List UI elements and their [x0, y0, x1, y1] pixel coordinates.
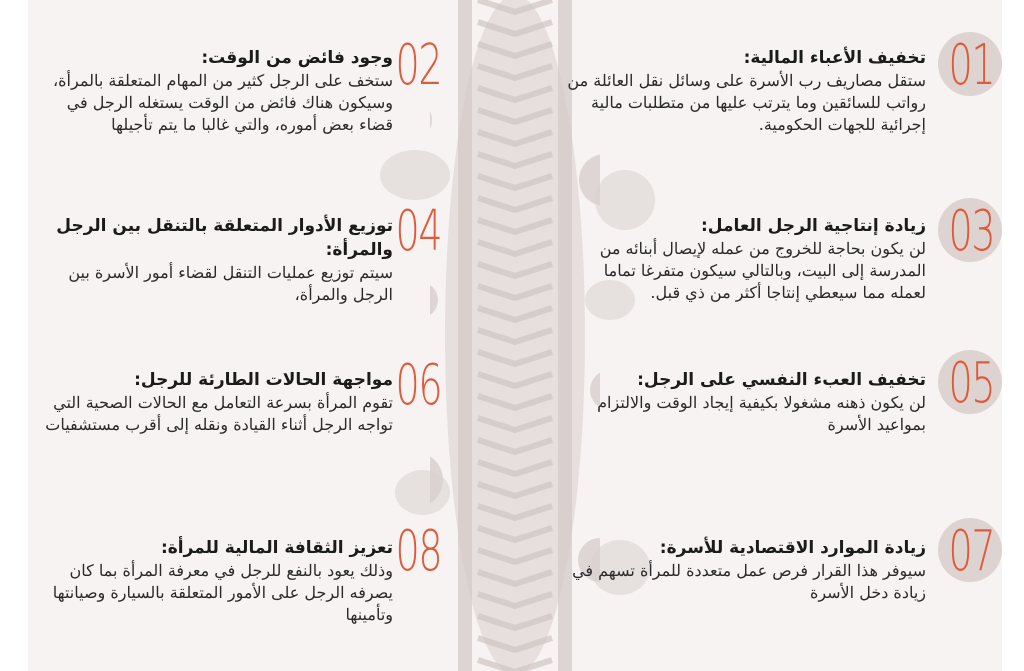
item-number: 01	[948, 33, 994, 98]
item-05	[562, 350, 1002, 460]
item-03	[562, 198, 1002, 323]
paint-splatter	[380, 150, 450, 200]
item-01	[562, 32, 1002, 157]
item-body: سيتم توزيع عمليات التنقل لقضاء أمور الأسرة بين الرجل والمرأة،	[68, 263, 393, 304]
item-07	[562, 518, 1002, 628]
item-02	[29, 32, 449, 157]
item-08	[29, 518, 449, 648]
item-body: وذلك يعود بالنفع للرجل في معرفة المرأة بما كان يصرفه الرجل على الأمور المتعلقة بالسيارة وصيانتها وتأمينها	[52, 561, 393, 624]
item-body: سيوفر هذا القرار فرص عمل متعددة للمرأة تسهم في زيادة دخل الأسرة	[572, 561, 926, 602]
paint-splatter	[395, 470, 450, 515]
item-title: زيادة الموارد الاقتصادية للأسرة:	[659, 538, 926, 558]
item-number: 02	[395, 33, 441, 98]
item-title: وجود فائض من الوقت:	[201, 48, 393, 68]
right-margin	[1002, 0, 1024, 671]
item-number: 04	[395, 199, 441, 264]
item-body: ستخف على الرجل كثير من المهام المتعلقة بالمرأة، وسيكون هناك فائض من الوقت يستغله الرجل في قضاء بعض أموره، والتي غالبا ما يتم تأجيلها	[53, 71, 393, 134]
item-title: تعزيز الثقافة المالية للمرأة:	[160, 538, 393, 558]
item-body: لن يكون ذهنه مشغولا بكيفية إيجاد الوقت والالتزام بمواعيد الأسرة	[597, 393, 926, 434]
item-title: تخفيف العبء النفسي على الرجل:	[637, 370, 926, 390]
item-06	[29, 352, 449, 467]
item-title: مواجهة الحالات الطارئة للرجل:	[134, 370, 393, 390]
item-title: توزيع الأدوار المتعلقة بالتنقل بين الرجل والمرأة:	[56, 216, 393, 260]
item-number: 06	[395, 353, 441, 418]
item-number: 08	[395, 519, 441, 584]
item-body: تقوم المرأة بسرعة التعامل مع الحالات الصحية التي تواجه الرجل أثناء القيادة ونقله إلى أقرب مستشفيات	[45, 393, 393, 434]
item-body: ستقل مصاريف رب الأسرة على وسائل نقل العائلة من رواتب للسائقين وما يترتب عليها من متطلبات مالية إجرائية للجهات الحكومية.	[567, 71, 926, 134]
item-title: تخفيف الأعباء المالية:	[743, 48, 926, 68]
item-number: 07	[948, 519, 994, 584]
item-04	[29, 198, 449, 323]
item-number: 03	[948, 199, 994, 264]
item-body: لن يكون بحاجة للخروج من عمله لإيصال أبنائه من المدرسة إلى البيت، وبالتالي سيكون متفرغا تماما لعمله مما سيعطي إنتاجا أكثر من ذي قبل.	[599, 239, 926, 302]
item-number: 05	[948, 351, 994, 416]
left-margin	[0, 0, 28, 671]
item-title: زيادة إنتاجية الرجل العامل:	[700, 216, 926, 236]
